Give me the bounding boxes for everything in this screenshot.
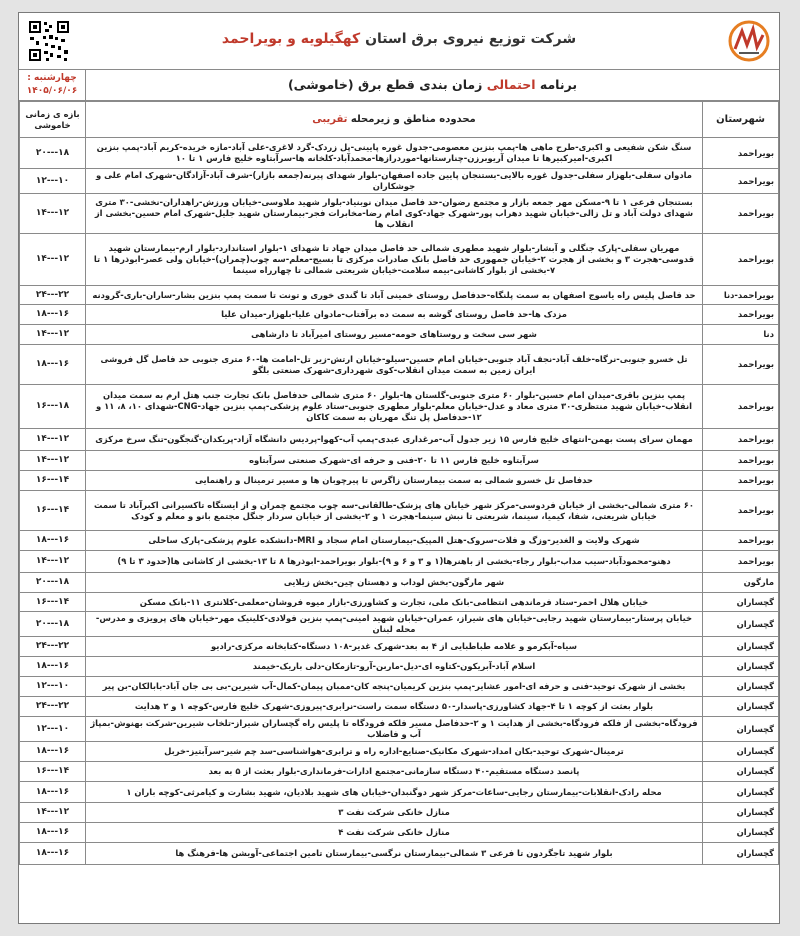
table-row — [20, 612, 779, 637]
time-cell: ۱۲---۱۰ — [20, 169, 86, 194]
table-row — [20, 385, 779, 429]
table-row — [20, 286, 779, 305]
table-row — [20, 593, 779, 612]
table-row — [20, 429, 779, 451]
area-cell: مهمان سرای پست بهمن-انتهای خلیج فارس ۱۵ زیر جدول آب-مرغداری عبدی-پمپ آب-کهوا-پردیس دانشگاه آزاد-پریکدان-گنجگون-تنگ سرخ مرکزی — [86, 429, 703, 451]
table-row — [20, 843, 779, 865]
time-cell: ۱۶---۱۸ — [20, 385, 86, 429]
area-cell: پانصد دستگاه مستقیم-۴۰ دستگاه سازمانی-مجتمع ادارات-فرمانداری-بلوار بعثت از ۵ به بعد — [86, 762, 703, 782]
city-cell: مارگون — [703, 573, 779, 593]
area-cell: پمپ بنزین باقری-میدان امام حسین-بلوار ۶۰ متری جنوبی-گلستان ها-بلوار ۶۰ متری شمالی حدفاصل بانک تجارت جنب هتل ارم به سمت میدان انقلاب-خیابان شهید منتظری-۳۰ متری معاد و عدل-خیابان معلم-بلوار مطهری جنوبی-ستاد علوم پزشکی-پمپ بنزین جهاد-CNG-شهدای ۱۰، ۸، ۱۱ و ۱۲-حدفاصل پل تنگ مهریان به سمت کاکان — [86, 385, 703, 429]
city-cell: گچساران — [703, 657, 779, 677]
table-row — [20, 194, 779, 234]
table-row — [20, 573, 779, 593]
area-cell: فرودگاه-بخشی از فلکه فرودگاه-بخشی از هدایت ۱ و ۲-حدفاصل مسیر فلکه فرودگاه تا پلیس راه گچساران شیراز-تلخاب شیرین-شرکت بهنوش-بمپاژ آب و فاضلاب — [86, 717, 703, 742]
city-cell: بویراحمد — [703, 491, 779, 531]
table-header-row — [20, 102, 779, 138]
table-row — [20, 697, 779, 717]
city-cell: گچساران — [703, 593, 779, 612]
area-header — [86, 102, 703, 138]
area-cell: سنگ شکن شفیعی و اکبری-طرح ماهی ها-پمپ بنزین معصومی-جدول غوره پایینی-پل زردک-گرد لاغری-علی آباد-مازه خریده-کریم آباد-پمپ بنزین اکبری-امیرکبیرها تا میدان آریوبرزن-چنارستانها-موردرازها-محمدآباد-کلخانه ها-سرآبتاوه خلیج فارس ۱ تا ۱۰ — [86, 138, 703, 169]
time-cell: ۲۰---۱۸ — [20, 138, 86, 169]
time-cell: ۱۴---۱۲ — [20, 551, 86, 573]
city-cell: بویراحمد — [703, 385, 779, 429]
city-cell: گچساران — [703, 742, 779, 762]
table-row — [20, 782, 779, 803]
city-cell: گچساران — [703, 612, 779, 637]
time-cell: ۲۴---۲۲ — [20, 286, 86, 305]
time-cell: ۱۸---۱۶ — [20, 782, 86, 803]
city-cell: گچساران — [703, 823, 779, 843]
table-row — [20, 823, 779, 843]
area-cell: بستنجان فرعی ۱ تا ۹-مسکن مهر جمعه بازار و مجتمع رضوان-حد فاصل میدان نوبنیاد-بلوار شهید ملاوسی-خیابان ورزش-راهداران-نخشی-۳۰ متری شهدای دولت آباد و تل زالی-خیابان شهید دهراب پور-شهرک جهاد-کوی امام رضا-مخابرات فجر-بیمارستان شهید جلیل-شهرک امام حسین-بخشی از انقلاب ها — [86, 194, 703, 234]
city-cell: بویراحمد — [703, 451, 779, 471]
program-title — [86, 70, 779, 100]
time-cell: ۱۸---۱۶ — [20, 843, 86, 865]
company-province: کهگیلویه و بویراحمد — [221, 31, 361, 47]
schedule-table — [19, 101, 779, 865]
table-row — [20, 138, 779, 169]
city-cell: گچساران — [703, 637, 779, 657]
time-cell: ۱۶---۱۴ — [20, 593, 86, 612]
city-cell: گچساران — [703, 697, 779, 717]
city-cell: بویراحمد — [703, 138, 779, 169]
area-cell: مادوان سفلی-بلهزار سفلی-جدول غوره بالایی-بستنجان پایین جاده اصفهان-بلوار شهدای پیرنه(جمعه بازار)-شرف آباد-آزادگان-شهرک امام علی و جوشکاران — [86, 169, 703, 194]
city-cell: بویراحمد — [703, 345, 779, 385]
table-row — [20, 803, 779, 823]
time-cell: ۲۰---۱۸ — [20, 612, 86, 637]
area-cell: سیاه-آبکرمو و علامه طباطبایی از ۴ به بعد-شهرک غدیر-۱۰۸ دستگاه-کتابخانه مرکزی-رادیو — [86, 637, 703, 657]
time-cell: ۱۸---۱۶ — [20, 531, 86, 551]
area-cell: دهنو-محمودآباد-سیب مداب-بلوار رجاء-بخشی از باهنرها(۱ و ۳ و ۶ و ۹)-بلوار بویراحمد-ابوذرها ۸ تا ۱۳-بخشی از کاشانی ها(حدود ۳ تا ۹) — [86, 551, 703, 573]
program-suffix: زمان بندی قطع برق (خاموشی) — [287, 77, 483, 92]
time-cell: ۱۸---۱۶ — [20, 657, 86, 677]
time-header: بازه ی زمانی خاموشی — [20, 102, 86, 138]
time-cell: ۱۴---۱۲ — [20, 194, 86, 234]
area-cell: بخشی از شهرک توحید-فنی و حرفه ای-امور عشایر-پمپ بنزین کریمیان-پنجه کان-ممبان پیمان-کمال-آب شیرین-بی بی جان آباد-بابالکان-بن پیر — [86, 677, 703, 697]
city-cell: بویراحمد — [703, 531, 779, 551]
table-row — [20, 471, 779, 491]
time-cell: ۱۸---۱۶ — [20, 823, 86, 843]
outage-schedule-sheet — [18, 12, 780, 924]
area-cell: حد فاصل پلیس راه یاسوج اصفهان به سمت پلنگاه-حدفاصل روستای خمینی آباد تا گندی خوری و تونت تا سمت پمپ بنزین بشار-ساران-باری-گرودنه — [86, 286, 703, 305]
city-cell: گچساران — [703, 717, 779, 742]
company-logo-icon — [727, 19, 771, 63]
city-cell: بویراحمد — [703, 551, 779, 573]
table-row — [20, 762, 779, 782]
city-header: شهرستان — [703, 102, 779, 138]
program-bar — [19, 70, 779, 101]
city-cell: بویراحمد — [703, 305, 779, 325]
area-cell: شهر مارگون-بخش لوداب و دهستان چین-بخش زیلایی — [86, 573, 703, 593]
area-cell: مزدک ها-حد فاصل روستای گوشه به سمت ده برآفتاب-مادوان علیا-بلهزار-میدان علیا — [86, 305, 703, 325]
area-header-highlight: تقریبی — [312, 114, 348, 125]
city-cell: گچساران — [703, 782, 779, 803]
table-row — [20, 531, 779, 551]
company-prefix: شرکت توزیع نیروی برق استان — [365, 31, 577, 47]
city-cell: گچساران — [703, 843, 779, 865]
time-cell: ۱۶---۱۴ — [20, 471, 86, 491]
table-row — [20, 305, 779, 325]
area-cell: منازل خانکی شرکت نفت ۴ — [86, 823, 703, 843]
time-cell: ۱۲---۱۰ — [20, 677, 86, 697]
area-header-prefix: محدوده مناطق و زیرمحله — [350, 114, 476, 125]
time-cell: ۱۸---۱۶ — [20, 305, 86, 325]
time-cell: ۱۸---۱۶ — [20, 742, 86, 762]
table-row — [20, 451, 779, 471]
table-row — [20, 551, 779, 573]
table-row — [20, 717, 779, 742]
qr-code-icon — [27, 19, 71, 63]
program-prefix: برنامه — [539, 77, 578, 92]
city-cell: گچساران — [703, 677, 779, 697]
table-row — [20, 657, 779, 677]
area-cell: حدفاصل تل خسرو شمالی به سمت بیمارستان زاگرس تا پیرچوبان ها و مسیر ترمینال و راهنمایی — [86, 471, 703, 491]
area-cell: بلوار شهید تاجگردون تا فرعی ۳ شمالی-بیمارستان نرگسی-بیمارستان تامین اجتماعی-آویشن ها-فرهنگ ها — [86, 843, 703, 865]
time-cell: ۱۴---۱۲ — [20, 429, 86, 451]
table-row — [20, 345, 779, 385]
area-cell: شهر سی سخت و روستاهای حومه-مسیر روستای امیرآباد تا دارشاهی — [86, 325, 703, 345]
area-cell: ۶۰ متری شمالی-بخشی از خیابان فردوسی-مرکز شهر خیابان های پزشک-طالقانی-سه چوب مجتمع چمران و از ایستگاه تاکسیرانی اکبرآباد تا سمت خیابان شریعتی، شفا، کیمیا، سینما، شریعتی تا نبش سینما-هجرت ۱ و ۲-بخشی از خیابان سردار جنگل مجتمع بانو و معلم و کودک — [86, 491, 703, 531]
city-cell: بویراحمد — [703, 429, 779, 451]
area-cell: سرآبتاوه خلیج فارس ۱۱ تا ۲۰-فنی و حرفه ای-شهرک صنعتی سرآبتاوه — [86, 451, 703, 471]
city-cell: بویراحمد — [703, 471, 779, 491]
day-label: چهارشنبه : — [27, 73, 77, 83]
time-cell: ۱۴---۱۲ — [20, 803, 86, 823]
city-cell: بویراحمد — [703, 169, 779, 194]
table-row — [20, 742, 779, 762]
time-cell: ۱۶---۱۴ — [20, 491, 86, 531]
table-row — [20, 637, 779, 657]
city-cell: بویراحمد — [703, 194, 779, 234]
area-cell: تل خسرو جنوبی-نرگاه-خلف آباد-نجف آباد جنوبی-خیابان امام حسین-سیلو-خیابان ارتش-زیر تل-امامت ها-۶۰ متری جنوبی حد فاصل گل فروشی ایران زمین به سمت میدان انقلاب-کوی شهرداری-شهرک صنعتی بلگو — [86, 345, 703, 385]
city-cell: دنا — [703, 325, 779, 345]
area-cell: مهریان سفلی-پارک جنگلی و آبشار-بلوار شهید مطهری شمالی حد فاصل میدان جهاد تا شهدای ۱-بلوار استاندارد-بلوار ارم-بیمارستان شهید قدوسی-هجرت ۳ و بخشی از هجرت ۲-خیابان جمهوری حد فاصل بانک صادرات مرکزی تا بسیج-معلم-سه چوب(چمران)-خیابان ولی عصر-ابوذرها ۱ تا ۷-بخشی از بلوار کاشانی-بیمه سلامت-خیابان شریعتی شمالی تا چهارراه سینما — [86, 234, 703, 286]
date-value: ۱۴۰۵/۰۶/۰۶ — [26, 86, 78, 96]
program-highlight: احتمالی — [486, 77, 536, 92]
time-cell: ۱۸---۱۶ — [20, 345, 86, 385]
table-row — [20, 677, 779, 697]
area-cell: محله رادک-انقلابات-بیمارستان رجایی-ساعات-مرکز شهر دوگنبدان-خیابان های شهید بلادیان، شهید بشارت و کیامرثی-کوچه باران ۱ — [86, 782, 703, 803]
city-cell: بویراحمد — [703, 234, 779, 286]
city-cell: گچساران — [703, 762, 779, 782]
time-cell: ۱۴---۱۲ — [20, 451, 86, 471]
header — [19, 13, 779, 70]
company-name — [79, 31, 719, 47]
city-cell: گچساران — [703, 803, 779, 823]
city-cell: بویراحمد-دنا — [703, 286, 779, 305]
time-cell: ۱۴---۱۲ — [20, 325, 86, 345]
area-cell: منازل خانکی شرکت نفت ۳ — [86, 803, 703, 823]
time-cell: ۱۲---۱۰ — [20, 717, 86, 742]
table-row — [20, 325, 779, 345]
date-cell — [19, 70, 86, 100]
time-cell: ۲۴---۲۲ — [20, 697, 86, 717]
time-cell: ۱۴---۱۲ — [20, 234, 86, 286]
table-row — [20, 491, 779, 531]
area-cell: اسلام آباد-آبریکون-کتاوه ای-دیل-ماربن-آرو-تازمکان-دلی باریک-خیمند — [86, 657, 703, 677]
area-cell: شهرک ولایت و الغدیر-وزگ و فلات-سروک-هتل المپیک-بیمارستان امام سجاد و MRI-دانشکده علوم پزشکی-پارک ساحلی — [86, 531, 703, 551]
table-row — [20, 234, 779, 286]
area-cell: خیابان هلال احمر-ستاد فرماندهی انتظامی-بانک ملی، تجارت و کشاورزی-بازار میوه فروشان-معلمی-کلانتری ۱۱-بانک مسکن — [86, 593, 703, 612]
table-row — [20, 169, 779, 194]
table-body — [20, 138, 779, 865]
area-cell: ترمینال-شهرک توحید-بکان امداد-شهرک مکانیک-صنایع-اداره راه و ترابری-هواشناسی-سد چم شیر-سرآبتیز-خربل — [86, 742, 703, 762]
time-cell: ۲۴---۲۲ — [20, 637, 86, 657]
area-cell: خیابان پرستار-بیمارستان شهید رجایی-خیابان های شیراز، عمران-خیابان شهید امینی-پمپ بنزین فولادی-کلینیک مهر-خیابان های پرویزی و مدرس-محله لبنان — [86, 612, 703, 637]
area-cell: بلوار بعثت از کوچه ۱ تا ۴-جهاد کشاورزی-پاسدار-۵۰ دستگاه سمت راست-نرابری-پیروزی-شهرک خلیج فارس-کوچه ۱ و ۲ هدایت — [86, 697, 703, 717]
time-cell: ۲۰---۱۸ — [20, 573, 86, 593]
time-cell: ۱۶---۱۴ — [20, 762, 86, 782]
